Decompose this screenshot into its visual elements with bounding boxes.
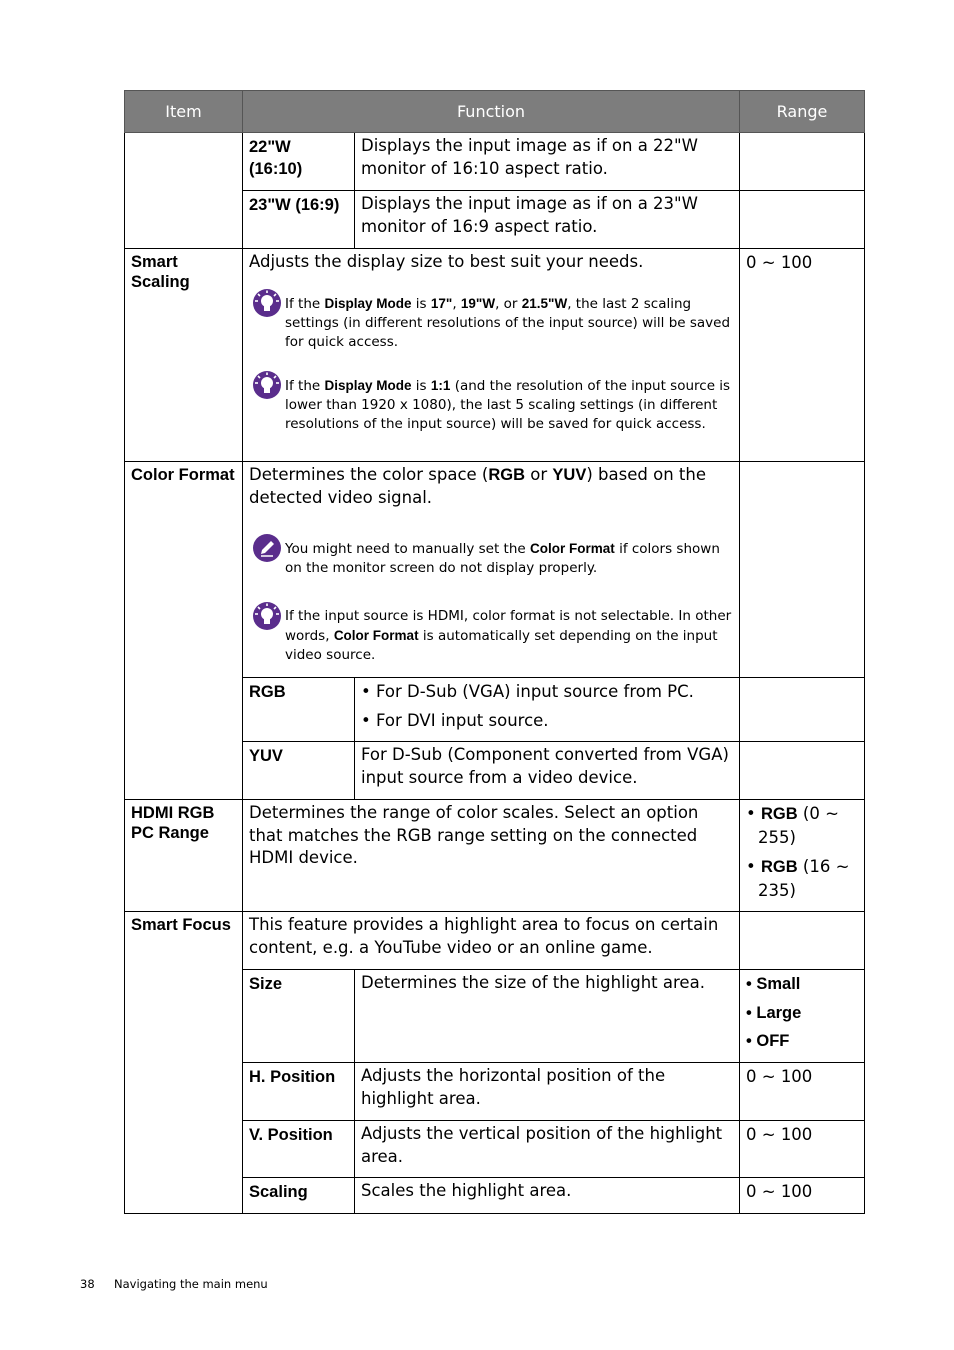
sub-option-scaling: Scaling bbox=[243, 1178, 355, 1214]
sub-option-label: 22"W (16:10) bbox=[243, 133, 355, 191]
item-hdmi-rgb-pc-range: HDMI RGB PC Range bbox=[125, 800, 243, 912]
table-row bbox=[125, 800, 865, 912]
table-row bbox=[125, 133, 865, 191]
range-size bbox=[740, 970, 865, 1063]
sub-option-size: Size bbox=[243, 970, 355, 1063]
lightbulb-icon bbox=[252, 601, 282, 631]
range-v-position: 0 ~ 100 bbox=[740, 1121, 865, 1178]
sub-option-rgb: RGB bbox=[243, 678, 355, 742]
page-number: 38 bbox=[80, 1277, 95, 1291]
range-cell-empty bbox=[740, 191, 865, 249]
sub-option-desc: Displays the input image as if on a 23"W monitor of 16:9 aspect ratio. bbox=[355, 191, 740, 249]
sub-option-v-position: V. Position bbox=[243, 1121, 355, 1178]
range-option: • RGB (0 ~ 255) bbox=[746, 804, 839, 847]
function-desc: Determines the color space (RGB or YUV) based on the detected video signal. bbox=[249, 465, 706, 507]
pencil-icon bbox=[252, 533, 282, 563]
header-range: Range bbox=[740, 91, 865, 133]
sub-option-label: 23"W (16:9) bbox=[243, 191, 355, 249]
item-smart-focus: Smart Focus bbox=[125, 912, 243, 1214]
range-option: • Small bbox=[746, 975, 801, 993]
function-smart-scaling bbox=[243, 249, 740, 462]
tip-note: If the input source is HDMI, color format is not selectable. In other words, Color Format is automatically set depending on the input video source. bbox=[249, 607, 733, 665]
range-smart-scaling: 0 ~ 100 bbox=[740, 249, 865, 462]
function-hdmi-rgb: Determines the range of color scales. Select an option that matches the RGB range setting on the connected HDMI device. bbox=[243, 800, 740, 912]
item-cell-empty bbox=[125, 133, 243, 249]
range-scaling: 0 ~ 100 bbox=[740, 1178, 865, 1214]
range-hdmi-rgb bbox=[740, 800, 865, 912]
function-color-format bbox=[243, 462, 740, 678]
range-cell-empty bbox=[740, 462, 865, 678]
sub-option-desc: Adjusts the vertical position of the highlight area. bbox=[355, 1121, 740, 1178]
range-option: • Large bbox=[746, 1003, 802, 1022]
item-smart-scaling: Smart Scaling bbox=[125, 249, 243, 462]
table-row bbox=[125, 912, 865, 970]
range-option: • RGB (16 ~ 235) bbox=[746, 857, 850, 900]
menu-options-table bbox=[124, 90, 865, 1214]
header-item: Item bbox=[125, 91, 243, 133]
table-row bbox=[125, 462, 865, 678]
sub-option-desc: Adjusts the horizontal position of the highlight area. bbox=[355, 1063, 740, 1121]
tip-note: If the Display Mode is 17", 19"W, or 21.5"W, the last 2 scaling settings (in different resolutions of the input source) will be saved for quick access. bbox=[249, 294, 733, 352]
range-option: • OFF bbox=[746, 1032, 790, 1050]
function-desc: Adjusts the display size to best suit your needs. bbox=[249, 252, 644, 271]
table-header-row bbox=[125, 91, 865, 133]
sub-option-desc: Determines the size of the highlight area. bbox=[355, 970, 740, 1063]
function-smart-focus: This feature provides a highlight area to focus on certain content, e.g. a YouTube video or an online game. bbox=[243, 912, 740, 970]
info-note: You might need to manually set the Color Format if colors shown on the monitor screen do not display properly. bbox=[249, 539, 733, 578]
lightbulb-icon bbox=[252, 288, 282, 318]
sub-option-desc: • For D-Sub (VGA) input source from PC. • For DVI input source. bbox=[355, 678, 740, 742]
sub-option-desc: Scales the highlight area. bbox=[355, 1178, 740, 1214]
range-cell-empty bbox=[740, 133, 865, 191]
sub-option-h-position: H. Position bbox=[243, 1063, 355, 1121]
sub-option-yuv: YUV bbox=[243, 742, 355, 800]
sub-option-desc: Displays the input image as if on a 22"W monitor of 16:10 aspect ratio. bbox=[355, 133, 740, 191]
tip-note: If the Display Mode is 1:1 (and the resolution of the input source is lower than 1920 x 1080), the last 5 scaling settings (in different resolutions of the input source) will be saved for quick access. bbox=[249, 376, 733, 434]
sub-option-desc: For D-Sub (Component converted from VGA) input source from a video device. bbox=[355, 742, 740, 800]
range-h-position: 0 ~ 100 bbox=[740, 1063, 865, 1121]
item-color-format: Color Format bbox=[125, 462, 243, 800]
range-cell-empty bbox=[740, 742, 865, 800]
footer-title: Navigating the main menu bbox=[114, 1277, 268, 1291]
header-function: Function bbox=[243, 91, 740, 133]
page-footer bbox=[80, 1277, 268, 1291]
range-cell-empty bbox=[740, 678, 865, 742]
table-row bbox=[125, 249, 865, 462]
range-cell-empty bbox=[740, 912, 865, 970]
lightbulb-icon bbox=[252, 370, 282, 400]
